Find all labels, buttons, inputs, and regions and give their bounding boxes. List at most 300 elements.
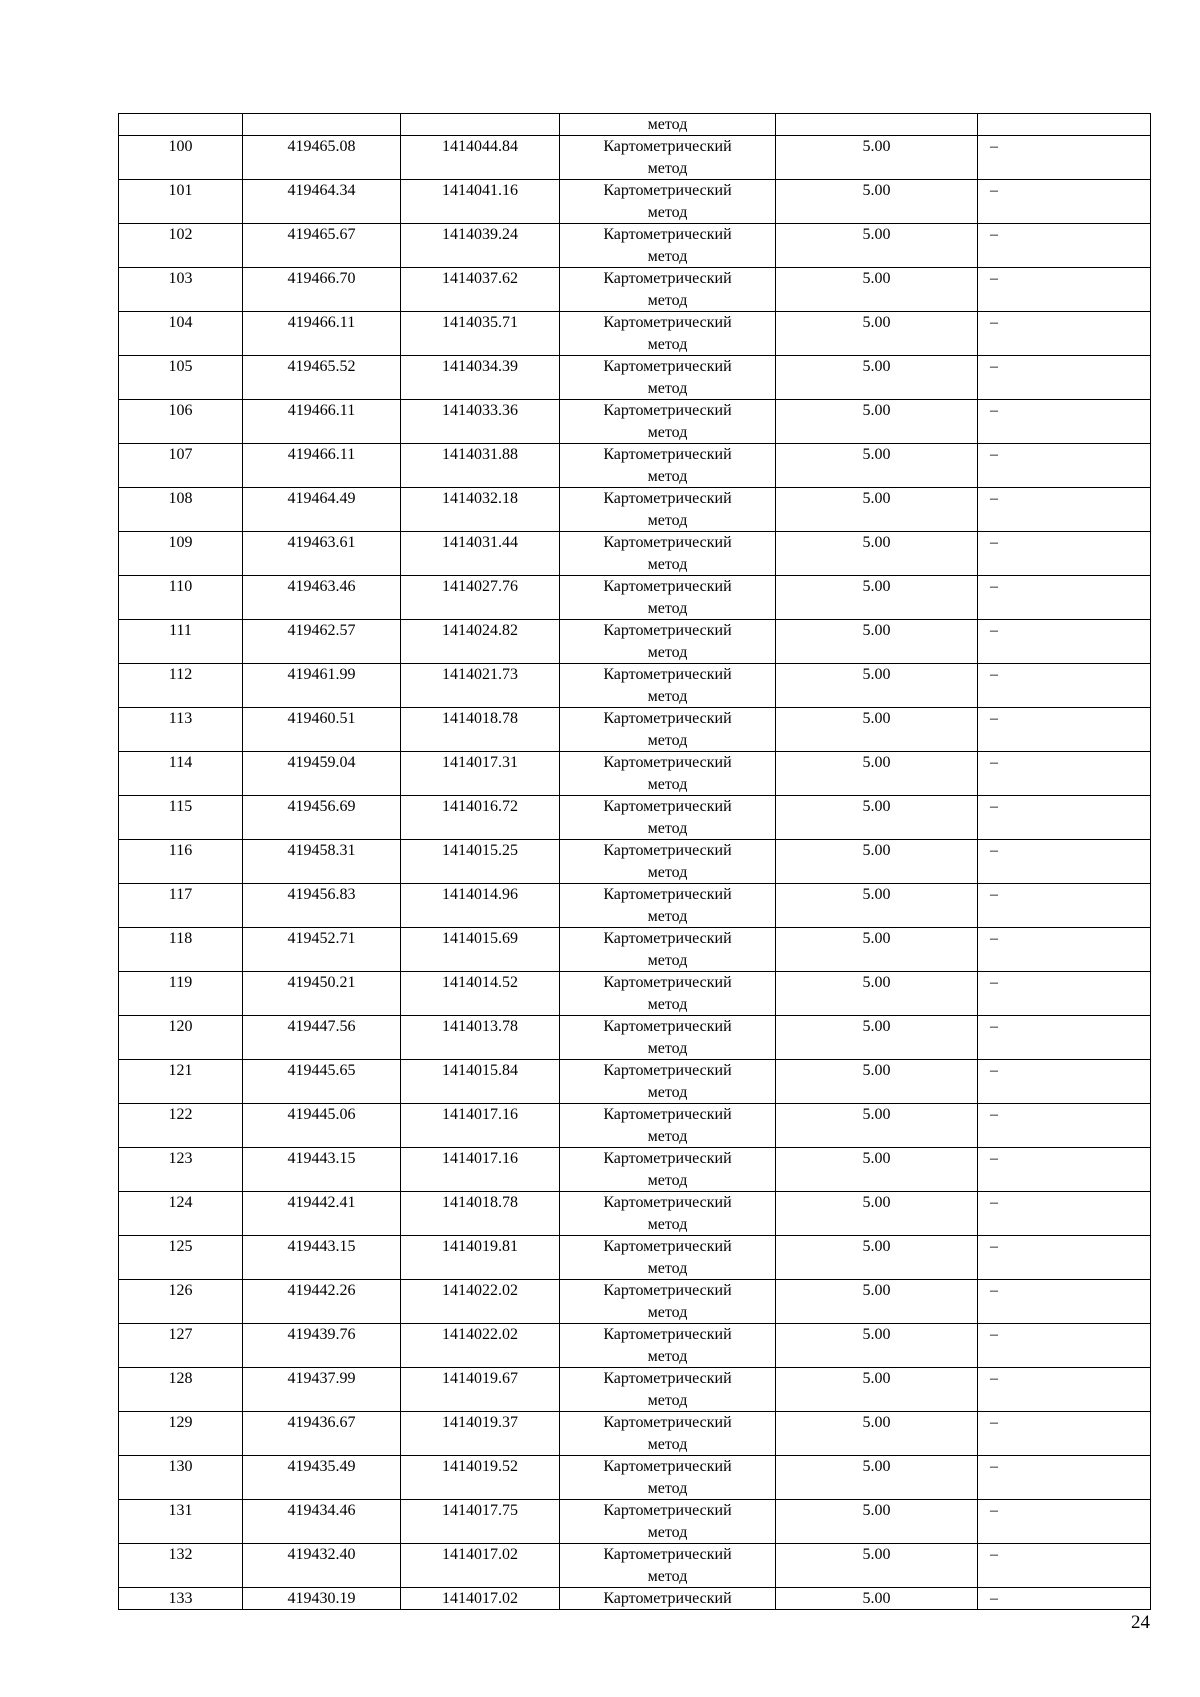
- cell-precision: 5.00: [776, 1544, 978, 1588]
- method-line-tail: метод: [647, 1259, 688, 1277]
- cell-x: 419464.34: [243, 180, 401, 224]
- table-row: [119, 1456, 1151, 1500]
- cell-num: 106: [119, 400, 243, 444]
- method-line: Картометрический: [603, 798, 732, 815]
- method-line: Картометрический: [603, 666, 732, 683]
- cell-method: [560, 664, 776, 708]
- cell-precision: 5.00: [776, 136, 978, 180]
- cell-x: 419461.99: [243, 664, 401, 708]
- method-line: Картометрический: [603, 622, 732, 639]
- cell-precision: 5.00: [776, 356, 978, 400]
- cell-precision: 5.00: [776, 1016, 978, 1060]
- cell-extra: –: [978, 268, 1151, 312]
- method-line: Картометрический: [603, 1194, 732, 1211]
- method-line-tail: метод: [647, 1347, 688, 1365]
- cell-extra: –: [978, 488, 1151, 532]
- table-row: [119, 180, 1151, 224]
- method-line: Картометрический: [603, 1546, 732, 1563]
- cell-x: 419465.52: [243, 356, 401, 400]
- method-line: Картометрический: [603, 1150, 732, 1167]
- cell-extra: –: [978, 1280, 1151, 1324]
- cell-precision: 5.00: [776, 620, 978, 664]
- cell-method: [560, 972, 776, 1016]
- cell-x: 419466.11: [243, 444, 401, 488]
- cell-method: [560, 1324, 776, 1368]
- cell-num: 119: [119, 972, 243, 1016]
- cell-extra: –: [978, 840, 1151, 884]
- cell-y: 1414031.44: [401, 532, 560, 576]
- method-line-tail: метод: [647, 1567, 688, 1585]
- cell-extra: –: [978, 796, 1151, 840]
- cell-y: 1414014.96: [401, 884, 560, 928]
- table-row-continued: [119, 114, 1151, 136]
- cell-y: 1414035.71: [401, 312, 560, 356]
- cell-num: 124: [119, 1192, 243, 1236]
- cell-precision: 5.00: [776, 840, 978, 884]
- method-line-tail: метод: [647, 379, 688, 397]
- method-line-tail: метод: [647, 731, 688, 749]
- table-row: [119, 796, 1151, 840]
- method-line-tail: метод: [647, 599, 688, 617]
- cell-x: 419456.83: [243, 884, 401, 928]
- cell-extra: –: [978, 1104, 1151, 1148]
- cell-method: [560, 708, 776, 752]
- cell-x: 419459.04: [243, 752, 401, 796]
- cell-y: 1414037.62: [401, 268, 560, 312]
- cell-precision: 5.00: [776, 180, 978, 224]
- cell-extra: –: [978, 1192, 1151, 1236]
- cell-num: 127: [119, 1324, 243, 1368]
- cell-y: 1414032.18: [401, 488, 560, 532]
- cell-method: [560, 1500, 776, 1544]
- method-line-tail: метод: [647, 1303, 688, 1321]
- table-row: [119, 1148, 1151, 1192]
- cell-x: 419443.15: [243, 1236, 401, 1280]
- cell-method: Картометрический: [560, 1588, 776, 1610]
- cell-extra: –: [978, 1456, 1151, 1500]
- cell-num: 130: [119, 1456, 243, 1500]
- cell-extra: –: [978, 1148, 1151, 1192]
- method-line: Картометрический: [603, 358, 732, 375]
- method-line-tail: метод: [647, 1479, 688, 1497]
- cell-y: 1414039.24: [401, 224, 560, 268]
- cell-method: [560, 136, 776, 180]
- cell-x: 419466.11: [243, 312, 401, 356]
- cell-precision: 5.00: [776, 400, 978, 444]
- cell-num: [119, 114, 243, 136]
- method-line: Картометрический: [603, 842, 732, 859]
- cell-method: [560, 224, 776, 268]
- table-row: [119, 1368, 1151, 1412]
- method-line: Картометрический: [603, 710, 732, 727]
- cell-method: [560, 796, 776, 840]
- method-line-tail: метод: [647, 643, 688, 661]
- cell-y: 1414024.82: [401, 620, 560, 664]
- cell-precision: 5.00: [776, 796, 978, 840]
- cell-x: 419458.31: [243, 840, 401, 884]
- cell-precision: 5.00: [776, 752, 978, 796]
- table-row: [119, 532, 1151, 576]
- cell-y: 1414013.78: [401, 1016, 560, 1060]
- cell-extra: –: [978, 884, 1151, 928]
- cell-num: 105: [119, 356, 243, 400]
- cell-extra: –: [978, 1588, 1151, 1610]
- method-line: Картометрический: [603, 402, 732, 419]
- cell-y: 1414031.88: [401, 444, 560, 488]
- cell-precision: [776, 114, 978, 136]
- cell-extra: –: [978, 1544, 1151, 1588]
- cell-method: [560, 312, 776, 356]
- method-line-tail: метод: [647, 951, 688, 969]
- cell-num: 133: [119, 1588, 243, 1610]
- cell-precision: 5.00: [776, 488, 978, 532]
- cell-x: 419439.76: [243, 1324, 401, 1368]
- cell-extra: [978, 114, 1151, 136]
- cell-y: 1414021.73: [401, 664, 560, 708]
- cell-method: [560, 620, 776, 664]
- cell-precision: 5.00: [776, 1324, 978, 1368]
- method-line-tail: метод: [647, 1523, 688, 1541]
- cell-num: 102: [119, 224, 243, 268]
- cell-num: 115: [119, 796, 243, 840]
- table-row: [119, 224, 1151, 268]
- cell-num: 118: [119, 928, 243, 972]
- method-line-tail: метод: [647, 159, 688, 177]
- method-line: Картометрический: [603, 534, 732, 551]
- cell-y: 1414034.39: [401, 356, 560, 400]
- cell-num: 129: [119, 1412, 243, 1456]
- method-line-tail: метод: [647, 775, 688, 793]
- table-row: [119, 928, 1151, 972]
- cell-y: 1414018.78: [401, 708, 560, 752]
- table-row: [119, 1412, 1151, 1456]
- table-row-last: [119, 1588, 1151, 1610]
- method-line: Картометрический: [603, 1458, 732, 1475]
- method-line: Картометрический: [603, 1502, 732, 1519]
- cell-precision: 5.00: [776, 1280, 978, 1324]
- cell-method: [560, 1236, 776, 1280]
- method-line-tail: метод: [647, 1215, 688, 1233]
- cell-num: 114: [119, 752, 243, 796]
- cell-num: 123: [119, 1148, 243, 1192]
- cell-method: [560, 532, 776, 576]
- method-line-tail: метод: [647, 555, 688, 573]
- cell-method: [560, 356, 776, 400]
- cell-x: 419463.61: [243, 532, 401, 576]
- cell-method: [560, 488, 776, 532]
- cell-y: 1414017.02: [401, 1544, 560, 1588]
- cell-method: [560, 1280, 776, 1324]
- method-line: Картометрический: [603, 314, 732, 331]
- cell-precision: 5.00: [776, 708, 978, 752]
- cell-num: 125: [119, 1236, 243, 1280]
- cell-num: 111: [119, 620, 243, 664]
- cell-method: [560, 1456, 776, 1500]
- table-row: [119, 1500, 1151, 1544]
- cell-x: 419465.08: [243, 136, 401, 180]
- cell-x: 419465.67: [243, 224, 401, 268]
- cell-y: 1414019.37: [401, 1412, 560, 1456]
- method-line-tail: метод: [647, 423, 688, 441]
- method-line-tail: метод: [647, 467, 688, 485]
- cell-x: [243, 114, 401, 136]
- cell-extra: –: [978, 1060, 1151, 1104]
- cell-x: 419450.21: [243, 972, 401, 1016]
- method-line-tail: метод: [647, 1435, 688, 1453]
- cell-y: 1414017.02: [401, 1588, 560, 1610]
- cell-x: 419435.49: [243, 1456, 401, 1500]
- method-line-tail: метод: [647, 907, 688, 925]
- table-row: [119, 488, 1151, 532]
- cell-num: 112: [119, 664, 243, 708]
- cell-num: 100: [119, 136, 243, 180]
- table-row: [119, 356, 1151, 400]
- cell-x: 419434.46: [243, 1500, 401, 1544]
- cell-y: 1414044.84: [401, 136, 560, 180]
- cell-num: 110: [119, 576, 243, 620]
- cell-num: 103: [119, 268, 243, 312]
- cell-x: 419430.19: [243, 1588, 401, 1610]
- cell-num: 109: [119, 532, 243, 576]
- cell-method: [560, 1060, 776, 1104]
- cell-method: [560, 1368, 776, 1412]
- method-line: Картометрический: [603, 1282, 732, 1299]
- cell-extra: –: [978, 1016, 1151, 1060]
- cell-precision: 5.00: [776, 268, 978, 312]
- cell-precision: 5.00: [776, 1236, 978, 1280]
- cell-precision: 5.00: [776, 1456, 978, 1500]
- cell-y: 1414022.02: [401, 1324, 560, 1368]
- cell-extra: –: [978, 664, 1151, 708]
- method-line-tail: метод: [647, 1391, 688, 1409]
- cell-method: [560, 1412, 776, 1456]
- cell-method: [560, 1148, 776, 1192]
- table-row: [119, 268, 1151, 312]
- table-row: [119, 444, 1151, 488]
- cell-x: 419466.70: [243, 268, 401, 312]
- method-line: Картометрический: [603, 138, 732, 155]
- cell-precision: 5.00: [776, 884, 978, 928]
- cell-y: 1414017.16: [401, 1104, 560, 1148]
- cell-x: 419436.67: [243, 1412, 401, 1456]
- cell-method: метод: [560, 114, 776, 136]
- table-row: [119, 1236, 1151, 1280]
- method-line: Картометрический: [603, 1106, 732, 1123]
- cell-extra: –: [978, 356, 1151, 400]
- cell-method: [560, 1104, 776, 1148]
- table-row: [119, 840, 1151, 884]
- method-line: Картометрический: [603, 974, 732, 991]
- cell-precision: 5.00: [776, 1588, 978, 1610]
- cell-precision: 5.00: [776, 1104, 978, 1148]
- method-line: Картометрический: [603, 1238, 732, 1255]
- cell-extra: –: [978, 752, 1151, 796]
- cell-method: [560, 928, 776, 972]
- cell-extra: –: [978, 576, 1151, 620]
- method-line: Картометрический: [603, 930, 732, 947]
- table-row: [119, 1016, 1151, 1060]
- cell-precision: 5.00: [776, 1368, 978, 1412]
- cell-x: 419432.40: [243, 1544, 401, 1588]
- method-line-tail: метод: [647, 335, 688, 353]
- method-line-tail: метод: [647, 1039, 688, 1057]
- cell-x: 419447.56: [243, 1016, 401, 1060]
- method-line-tail: метод: [647, 863, 688, 881]
- cell-x: 419452.71: [243, 928, 401, 972]
- method-line-tail: метод: [647, 511, 688, 529]
- cell-num: 116: [119, 840, 243, 884]
- cell-precision: 5.00: [776, 532, 978, 576]
- cell-extra: –: [978, 1412, 1151, 1456]
- cell-num: 120: [119, 1016, 243, 1060]
- cell-extra: –: [978, 1500, 1151, 1544]
- cell-precision: 5.00: [776, 1500, 978, 1544]
- cell-method: [560, 1544, 776, 1588]
- cell-precision: 5.00: [776, 1148, 978, 1192]
- table-row: [119, 972, 1151, 1016]
- method-line-tail: метод: [647, 1171, 688, 1189]
- table-row: [119, 312, 1151, 356]
- method-line-tail: метод: [647, 819, 688, 837]
- cell-x: 419442.41: [243, 1192, 401, 1236]
- cell-x: 419445.65: [243, 1060, 401, 1104]
- cell-y: 1414016.72: [401, 796, 560, 840]
- cell-y: 1414018.78: [401, 1192, 560, 1236]
- cell-method: [560, 1016, 776, 1060]
- cell-y: 1414017.75: [401, 1500, 560, 1544]
- table-row: [119, 576, 1151, 620]
- method-line: Картометрический: [603, 578, 732, 595]
- cell-num: 122: [119, 1104, 243, 1148]
- cell-y: 1414017.31: [401, 752, 560, 796]
- cell-y: 1414017.16: [401, 1148, 560, 1192]
- cell-method: [560, 576, 776, 620]
- cell-y: 1414019.81: [401, 1236, 560, 1280]
- cell-precision: 5.00: [776, 1192, 978, 1236]
- cell-precision: 5.00: [776, 1412, 978, 1456]
- method-line: Картометрический: [603, 1018, 732, 1035]
- cell-precision: 5.00: [776, 664, 978, 708]
- cell-precision: 5.00: [776, 224, 978, 268]
- cell-y: 1414014.52: [401, 972, 560, 1016]
- cell-method: [560, 400, 776, 444]
- method-line-tail: метод: [647, 291, 688, 309]
- table-row: [119, 1060, 1151, 1104]
- cell-method: [560, 268, 776, 312]
- method-line: Картометрический: [603, 490, 732, 507]
- table-row: [119, 884, 1151, 928]
- method-line: Картометрический: [603, 446, 732, 463]
- cell-x: 419466.11: [243, 400, 401, 444]
- table-row: [119, 1280, 1151, 1324]
- cell-extra: –: [978, 620, 1151, 664]
- cell-extra: –: [978, 1236, 1151, 1280]
- table-row: [119, 1544, 1151, 1588]
- cell-x: 419456.69: [243, 796, 401, 840]
- method-line: Картометрический: [603, 886, 732, 903]
- cell-y: 1414015.69: [401, 928, 560, 972]
- cell-num: 101: [119, 180, 243, 224]
- cell-num: 131: [119, 1500, 243, 1544]
- coordinates-table: [118, 113, 1151, 1610]
- cell-x: 419437.99: [243, 1368, 401, 1412]
- cell-y: 1414019.67: [401, 1368, 560, 1412]
- cell-method: [560, 752, 776, 796]
- cell-method: [560, 180, 776, 224]
- cell-precision: 5.00: [776, 576, 978, 620]
- cell-x: 419462.57: [243, 620, 401, 664]
- table-row: [119, 400, 1151, 444]
- cell-extra: –: [978, 972, 1151, 1016]
- cell-num: 117: [119, 884, 243, 928]
- method-line: Картометрический: [603, 1370, 732, 1387]
- cell-y: [401, 114, 560, 136]
- method-line-tail: метод: [647, 247, 688, 265]
- table-row: [119, 1192, 1151, 1236]
- cell-num: 113: [119, 708, 243, 752]
- cell-method: [560, 444, 776, 488]
- cell-extra: –: [978, 708, 1151, 752]
- cell-num: 132: [119, 1544, 243, 1588]
- table-row: [119, 752, 1151, 796]
- cell-extra: –: [978, 312, 1151, 356]
- cell-x: 419442.26: [243, 1280, 401, 1324]
- table-row: [119, 1324, 1151, 1368]
- cell-y: 1414015.84: [401, 1060, 560, 1104]
- method-line-tail: метод: [647, 687, 688, 705]
- method-line: Картометрический: [603, 1326, 732, 1343]
- cell-x: 419445.06: [243, 1104, 401, 1148]
- cell-extra: –: [978, 928, 1151, 972]
- cell-precision: 5.00: [776, 1060, 978, 1104]
- cell-precision: 5.00: [776, 972, 978, 1016]
- cell-x: 419463.46: [243, 576, 401, 620]
- cell-num: 126: [119, 1280, 243, 1324]
- cell-num: 108: [119, 488, 243, 532]
- cell-precision: 5.00: [776, 928, 978, 972]
- table-row: [119, 620, 1151, 664]
- cell-extra: –: [978, 1324, 1151, 1368]
- cell-num: 104: [119, 312, 243, 356]
- cell-method: [560, 840, 776, 884]
- cell-extra: –: [978, 180, 1151, 224]
- cell-num: 121: [119, 1060, 243, 1104]
- cell-y: 1414022.02: [401, 1280, 560, 1324]
- cell-x: 419460.51: [243, 708, 401, 752]
- cell-method: [560, 1192, 776, 1236]
- table-row: [119, 708, 1151, 752]
- method-line: Картометрический: [603, 1062, 732, 1079]
- method-line: Картометрический: [603, 226, 732, 243]
- method-line-tail: метод: [647, 995, 688, 1013]
- cell-method: [560, 884, 776, 928]
- cell-precision: 5.00: [776, 444, 978, 488]
- cell-extra: –: [978, 136, 1151, 180]
- cell-extra: –: [978, 400, 1151, 444]
- table-row: [119, 664, 1151, 708]
- cell-y: 1414015.25: [401, 840, 560, 884]
- page-number: 24: [1131, 1612, 1150, 1633]
- method-line: Картометрический: [603, 1414, 732, 1431]
- cell-extra: –: [978, 224, 1151, 268]
- method-line: Картометрический: [603, 182, 732, 199]
- table-row: [119, 136, 1151, 180]
- cell-extra: –: [978, 532, 1151, 576]
- cell-y: 1414033.36: [401, 400, 560, 444]
- cell-y: 1414041.16: [401, 180, 560, 224]
- cell-num: 107: [119, 444, 243, 488]
- cell-y: 1414027.76: [401, 576, 560, 620]
